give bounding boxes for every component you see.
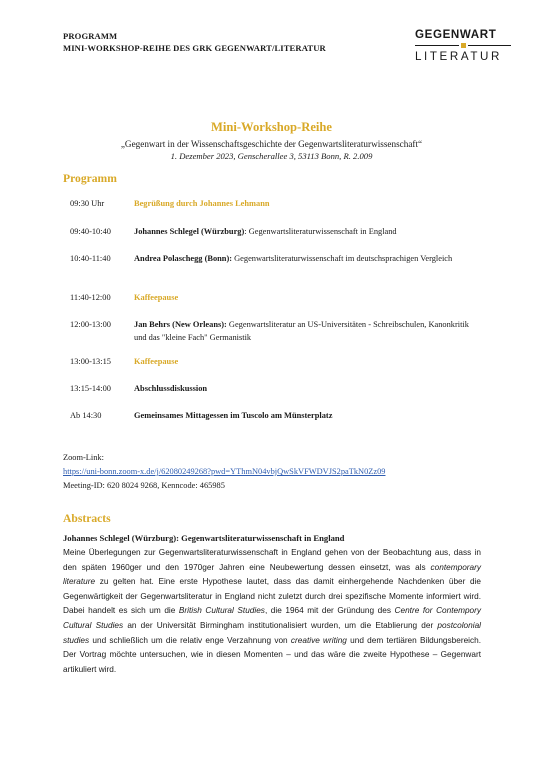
logo-top-text: GEGENWART [415, 28, 497, 41]
logo-bottom-text: LITERATUR [415, 50, 502, 63]
program-speaker: Andrea Polaschegg (Bonn): [134, 254, 233, 263]
program-row [70, 253, 480, 266]
program-row [70, 292, 480, 305]
program-time: 11:40-12:00 [70, 293, 111, 302]
program-text: : Gegenwartsliteraturwissenschaft in England [244, 227, 397, 236]
program-text: Begrüßung durch Johannes Lehmann [134, 199, 270, 208]
program-row [70, 226, 480, 239]
program-time: 12:00-13:00 [70, 320, 111, 329]
program-row [70, 383, 480, 396]
page-subtitle: „Gegenwart in der Wissenschaftsgeschichte der Gegenwartsliteraturwissenschaft“ [120, 139, 423, 149]
program-speaker: Abschlussdiskussion [134, 384, 208, 393]
program-time: Ab 14:30 [70, 411, 102, 420]
program-text: Gegenwartsliteraturwissenschaft im deutschsprachigen Vergleich [232, 254, 453, 263]
zoom-label: Zoom-Link: [63, 453, 104, 462]
abstract-title: Johannes Schlegel (Würzburg): Gegenwartsliteraturwissenschaft in England [63, 533, 345, 543]
program-speaker: Jan Behrs (New Orleans): [134, 320, 227, 329]
page-title: Mini-Workshop-Reihe [210, 120, 333, 134]
program-time: 10:40-11:40 [70, 254, 111, 263]
zoom-info [63, 451, 386, 493]
document-header [63, 30, 326, 54]
program-row [70, 356, 480, 369]
abstract-body: Meine Überlegungen zur Gegenwartsliteraturwissenschaft in England gehen von der Beobachtung aus, dass in den späten 1960ger und den 1970ger Jahren eine Neubewertung dessen einsetzt, was als contemporary literature zu gelten hat. Eine erste Hypothese lautet, dass das damit einhergehende Nachdenken über die Gegenwärtigkeit der Gegenwartsliteratur in England nicht zuletzt durch drei spezifische Momente informiert wird. Dabei handelt es sich um die British Cultural Studies, die 1964 mit der Gründung des Centre for Contempory Cultural Studies an der Universität Birmingham institutionalisiert wurden, um die Etablierung der postcolonial studies und schließlich um die relativ enge Verzahnung von creative writing und dem tertiären Bildungsbereich. Der Vortrag möchte untersuchen, wie in diesen Momenten – und das wäre die zweite Hypothese – Gegenwart artikuliert wird. [63, 548, 482, 674]
event-meta: 1. Dezember 2023, Genscherallee 3, 53113 Bonn, R. 2.009 [170, 151, 373, 161]
program-row [70, 319, 480, 344]
logo-divider [415, 42, 511, 48]
abstracts-heading: Abstracts [63, 512, 111, 525]
program-row [70, 410, 480, 423]
program-time: 13:15-14:00 [70, 384, 111, 393]
program-time: 13:00-13:15 [70, 357, 111, 366]
program-text: Kaffeepause [134, 293, 179, 302]
header-label-line1: PROGRAMM [63, 31, 118, 41]
program-speaker: Gemeinsames Mittagessen im Tuscolo am Münsterplatz [134, 411, 333, 420]
program-text: Kaffeepause [134, 357, 179, 366]
zoom-meeting-id: Meeting-ID: 620 8024 9268, Kenncode: 465985 [63, 481, 225, 490]
header-label-line2: MINI-WORKSHOP-REIHE DES GRK GEGENWART/LITERATUR [63, 43, 326, 53]
program-speaker: Johannes Schlegel (Würzburg) [134, 227, 245, 236]
logo [415, 29, 511, 64]
program-text: Gegenwartsliteratur an US-Universitäten - Schreibschulen, Kanonkritik und das "kleine Fach" Germanistik [134, 320, 469, 342]
program-heading: Programm [63, 172, 117, 185]
logo-dot-icon [461, 43, 466, 48]
program-time: 09:40-10:40 [70, 227, 111, 236]
zoom-link[interactable]: https://uni-bonn.zoom-x.de/j/62080249268?pwd=YThmN04vbjQwSkVFWDVJS2paTkN0Zz09 [63, 467, 386, 476]
program-row [70, 198, 480, 211]
program-time: 09:30 Uhr [70, 199, 105, 208]
